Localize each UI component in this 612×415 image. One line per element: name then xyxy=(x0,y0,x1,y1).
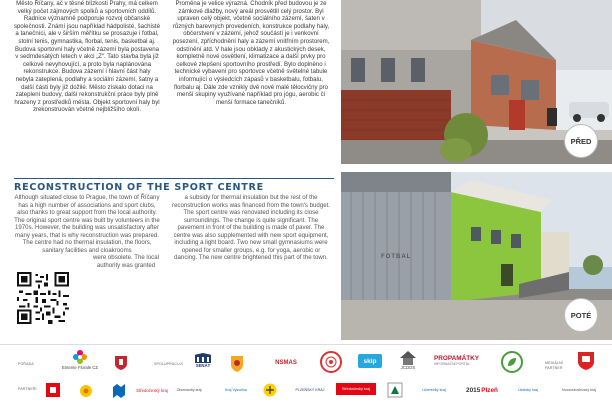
logo-stredocesky-banner xyxy=(336,383,376,395)
before-badge xyxy=(564,124,598,158)
logo-moravskoslezsky-label: Moravskoslezský kraj xyxy=(561,388,597,392)
qr-code xyxy=(17,272,69,324)
logo-stredocesky-mark: Středočeský kraj xyxy=(136,387,168,393)
role-label-organiser: POŘADA xyxy=(18,362,34,366)
logo-coat-of-arms-1 xyxy=(113,355,129,371)
logo-coat-of-arms-2 xyxy=(230,355,244,373)
logo-propamatky xyxy=(434,355,488,366)
czech-text-left: Město Říčany, ač v těsné blízkosti Prahy, má celkem velký počet zájmových spolků a sportovních oddílů. Radnice významně podporuje rozvoj občanské společnosti. Známí jsou například hádpolisté, šachisté a tanečníci, ale v širším měřítku se prosazuje i fotbal, stolní tenis, gymnastika, florbal, tenis, basketbal aj. Budova sportovní haly včetně zázemí byla postavena v sedmdesátých letech v akci „Z“. Tato stavba byla již celkově nevyhovující, a proto byla naplánována rekonstrukce. Budova zázemí i hlavní část haly nebyla zateplená, podlahy a sociální zázemí, šatny a další části byly již dožilé. Město získalo dotaci na zateplení budovy, další rekonstrukční práce byly plně hrazeny z prostředků města. Objekt sportovní haly byl zrekonstruován včetně nejbližšího okolí. xyxy=(14,0,160,114)
shield-icon xyxy=(231,356,243,372)
emblem-icon xyxy=(48,385,58,395)
logo-vysocina xyxy=(220,383,252,397)
logo-partner-yellow xyxy=(262,381,278,399)
shield-icon xyxy=(115,356,127,370)
logo-media-partner xyxy=(577,351,595,371)
map-icon xyxy=(113,384,125,398)
logo-skip xyxy=(358,354,382,368)
logo-stredocesky-banner-label: Středočeský kraj xyxy=(341,387,371,391)
logo-moravskoslezsky-kraj xyxy=(556,383,602,397)
english-text-left-p2: were obsolete. The local authority was granted xyxy=(93,254,159,269)
after-badge xyxy=(564,298,598,332)
logo-plzensky-kraj xyxy=(288,383,332,397)
logo-liberecky-label: Liberecký kraj xyxy=(422,388,446,392)
logo-stredocesky-kraj xyxy=(138,383,166,397)
house-icon xyxy=(400,351,416,365)
logo-round-red xyxy=(320,351,342,373)
logo-round-green xyxy=(501,351,523,373)
role-label-cooperation: SPOLUPRACUJÍ xyxy=(154,362,183,366)
logo-ustecky-kraj xyxy=(510,383,546,397)
logo-plzen-2015 xyxy=(460,382,504,398)
english-text-left xyxy=(14,194,160,269)
emblem-icon xyxy=(387,382,403,398)
logo-partner-red-square xyxy=(46,383,60,397)
logo-liberecky-kraj xyxy=(414,383,454,397)
logo-propamatky-label: PROPAMÁTKY xyxy=(434,355,479,362)
logo-jcdos-label: JCDOS xyxy=(400,365,416,370)
logo-plzensky-label: PLZEŇSKÝ KRAJ xyxy=(295,388,325,392)
building-sign: FOTBAL xyxy=(381,254,412,260)
photo-after xyxy=(341,172,612,340)
emblem-icon xyxy=(325,356,337,368)
partners-strip xyxy=(0,344,612,415)
after-badge-label: POTÉ xyxy=(570,310,592,320)
logo-zlinsky-kraj xyxy=(386,381,404,399)
logo-entente-florale xyxy=(58,349,102,370)
logo-propamatky-sub: INFORMAČNÍ PORTÁL xyxy=(434,362,470,366)
before-badge-label: PŘED xyxy=(570,136,592,146)
english-section-title: RECONSTRUCTION OF THE SPORT CENTRE xyxy=(14,178,334,193)
shield-icon xyxy=(578,352,594,370)
logo-partner-map xyxy=(112,383,126,399)
photo-before xyxy=(341,0,612,164)
czech-text-right: Proměna je velice výrazná. Chodník před budovou je ze zámkové dlažby, nový areál prosvětlil celý prostor. Byl upraven celý objekt, včetně sociálního zázemí, šaten v různých barevných provedeních, konstrukce podlahy haly, občerstvení v zázemí, jehož součástí je i venkovní posezení, zpříchodnění haly a zázemí vnitřním prostorem, odstínění atd. V hale jsou obklady z akustických desek, kompletně nové osvětlení, klimatizace a další prvky pro celkové zlepšení sportovního prostředí. Bylo doplněno i technické vybavení pro sportovce včetně světelné tabule informující o výsledcích zápasů v basketbalu, fotbalu, florbalu aj. Dále zde vznikly dvě nové malé tělocvičny pro menší skupiny využívané například pro jógu, aerobic či menší formace tanečníků. xyxy=(172,0,330,106)
flower-icon xyxy=(72,349,88,365)
logo-senat xyxy=(188,353,218,368)
logo-partner-flower xyxy=(78,383,94,399)
logo-senat-label: SENÁT xyxy=(195,363,211,368)
role-label-media-partner: MEDIÁLNÍ PARTNER xyxy=(545,361,563,370)
flower-icon xyxy=(79,384,93,398)
logo-ustecky-label: Ústecký kraj xyxy=(518,388,538,392)
leaf-icon xyxy=(506,356,518,368)
emblem-icon xyxy=(263,382,277,398)
logo-plzen-label: Plzeň xyxy=(481,386,498,394)
logo-jcdos xyxy=(394,351,422,370)
logo-vysocina-label: Kraj Vysočina xyxy=(225,388,247,392)
logo-skip-label: skip xyxy=(363,357,377,365)
senate-emblem-icon xyxy=(194,353,212,363)
logo-entente-label: Entente Florale CZ xyxy=(61,365,99,370)
logo-plzen-year: 2015 xyxy=(466,386,481,394)
logo-olomoucky-kraj xyxy=(174,383,204,397)
role-label-partners: PARTNEŘI xyxy=(18,387,37,391)
english-text-left-p1: Although situated close to Prague, the town of Říčany has a high number of associations and sport clubs, also thanks to great support from the local authority. The original sport centre was built by volunteers in the 1970s. However, the building was unsatisfactory after many years, that is why reconstruction was prepared. The centre had no thermal insulation, the floors, sanitary facilities and cloakrooms xyxy=(14,194,160,254)
logo-nsmas-label: NSMAS xyxy=(275,360,297,366)
logo-olomoucky-label: Olomoucký kraj xyxy=(176,388,202,392)
logo-nsmas xyxy=(266,358,306,368)
english-text-right: a subsidy for thermal insulation but the rest of the reconstruction works was financed from the town's budget. The sport centre was renovated including its close surroundings. The change is quite significant. The pavement in front of the building is made of paver. The centre was also supplemented with new sport equipment, including a light board. Two new small gymnasiums were opened for smaller groups, e.g. for yoga, aerobic or dancing. The new centre brightened this part of the town. xyxy=(172,194,330,261)
